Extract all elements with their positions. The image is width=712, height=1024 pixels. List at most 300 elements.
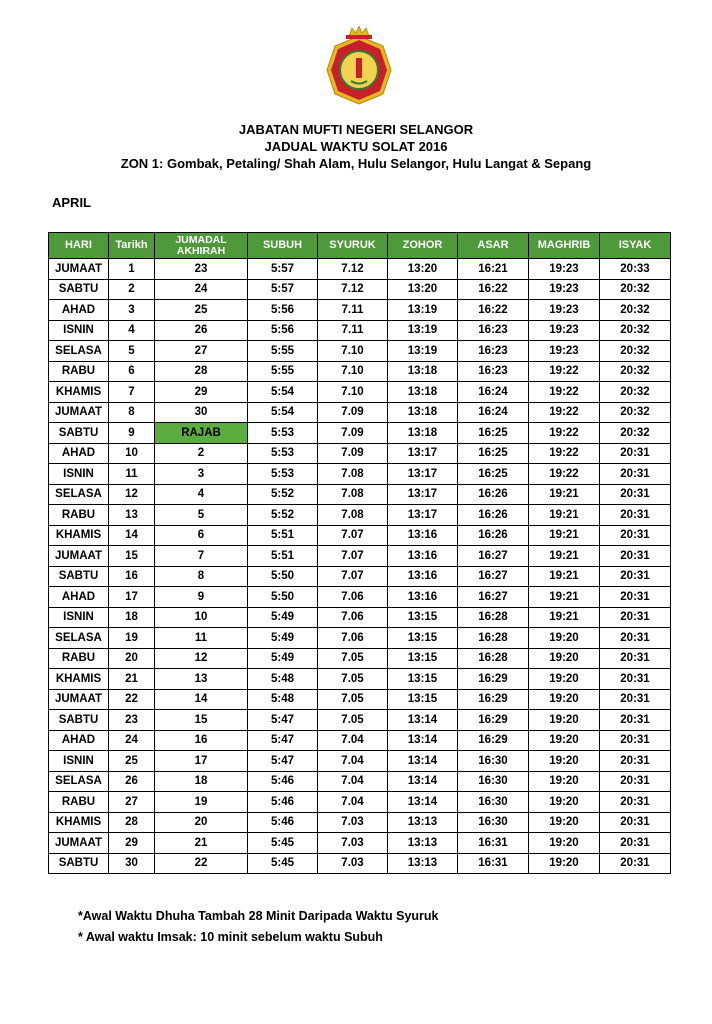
table-row xyxy=(49,443,671,464)
column-header: SYURUK xyxy=(318,233,388,259)
asar-cell: 16:30 xyxy=(458,812,529,833)
date-cell: 16 xyxy=(109,566,155,587)
isyak-cell: 20:31 xyxy=(600,546,671,567)
table-row xyxy=(49,423,671,444)
maghrib-cell: 19:21 xyxy=(529,505,600,526)
maghrib-cell: 19:21 xyxy=(529,484,600,505)
date-cell: 30 xyxy=(109,853,155,874)
syuruk-cell: 7.10 xyxy=(318,382,388,403)
asar-cell: 16:25 xyxy=(458,443,529,464)
syuruk-cell: 7.12 xyxy=(318,279,388,300)
date-cell: 14 xyxy=(109,525,155,546)
document-heading xyxy=(0,121,712,172)
date-cell: 20 xyxy=(109,648,155,669)
isyak-cell: 20:31 xyxy=(600,669,671,690)
day-cell: ISNIN xyxy=(49,320,109,341)
selangor-crest-logo xyxy=(322,26,396,110)
syuruk-cell: 7.07 xyxy=(318,546,388,567)
hijri-date-cell: 19 xyxy=(155,792,248,813)
isyak-cell: 20:32 xyxy=(600,361,671,382)
table-row xyxy=(49,320,671,341)
isyak-cell: 20:31 xyxy=(600,771,671,792)
subuh-cell: 5:53 xyxy=(248,443,318,464)
table-row xyxy=(49,853,671,874)
asar-cell: 16:23 xyxy=(458,341,529,362)
subuh-cell: 5:54 xyxy=(248,382,318,403)
date-cell: 24 xyxy=(109,730,155,751)
maghrib-cell: 19:22 xyxy=(529,464,600,485)
zohor-cell: 13:19 xyxy=(388,320,458,341)
asar-cell: 16:25 xyxy=(458,464,529,485)
table-row xyxy=(49,710,671,731)
subuh-cell: 5:49 xyxy=(248,607,318,628)
table-row xyxy=(49,382,671,403)
zohor-cell: 13:13 xyxy=(388,812,458,833)
hijri-date-cell: 7 xyxy=(155,546,248,567)
isyak-cell: 20:31 xyxy=(600,648,671,669)
table-row xyxy=(49,587,671,608)
asar-cell: 16:26 xyxy=(458,484,529,505)
hijri-date-cell: 5 xyxy=(155,505,248,526)
day-cell: RABU xyxy=(49,792,109,813)
table-row xyxy=(49,525,671,546)
date-cell: 8 xyxy=(109,402,155,423)
day-cell: JUMAAT xyxy=(49,689,109,710)
hijri-date-cell: 11 xyxy=(155,628,248,649)
subuh-cell: 5:51 xyxy=(248,525,318,546)
subuh-cell: 5:57 xyxy=(248,279,318,300)
zohor-cell: 13:15 xyxy=(388,628,458,649)
zohor-cell: 13:13 xyxy=(388,833,458,854)
syuruk-cell: 7.12 xyxy=(318,259,388,280)
day-cell: ISNIN xyxy=(49,607,109,628)
date-cell: 21 xyxy=(109,669,155,690)
day-cell: SABTU xyxy=(49,423,109,444)
asar-cell: 16:24 xyxy=(458,402,529,423)
syuruk-cell: 7.11 xyxy=(318,320,388,341)
table-row xyxy=(49,689,671,710)
maghrib-cell: 19:23 xyxy=(529,320,600,341)
table-row xyxy=(49,464,671,485)
syuruk-cell: 7.03 xyxy=(318,853,388,874)
subuh-cell: 5:55 xyxy=(248,361,318,382)
maghrib-cell: 19:21 xyxy=(529,525,600,546)
date-cell: 12 xyxy=(109,484,155,505)
table-row xyxy=(49,546,671,567)
isyak-cell: 20:31 xyxy=(600,792,671,813)
maghrib-cell: 19:22 xyxy=(529,382,600,403)
zohor-cell: 13:17 xyxy=(388,464,458,485)
hijri-date-cell: 13 xyxy=(155,669,248,690)
asar-cell: 16:28 xyxy=(458,648,529,669)
zohor-cell: 13:18 xyxy=(388,402,458,423)
hijri-date-cell: RAJAB xyxy=(155,423,248,444)
table-row xyxy=(49,812,671,833)
day-cell: ISNIN xyxy=(49,464,109,485)
day-cell: SABTU xyxy=(49,566,109,587)
isyak-cell: 20:31 xyxy=(600,607,671,628)
day-cell: AHAD xyxy=(49,443,109,464)
isyak-cell: 20:31 xyxy=(600,628,671,649)
zohor-cell: 13:15 xyxy=(388,648,458,669)
zohor-cell: 13:18 xyxy=(388,423,458,444)
table-row xyxy=(49,341,671,362)
syuruk-cell: 7.08 xyxy=(318,505,388,526)
day-cell: SABTU xyxy=(49,279,109,300)
maghrib-cell: 19:20 xyxy=(529,812,600,833)
date-cell: 5 xyxy=(109,341,155,362)
day-cell: KHAMIS xyxy=(49,669,109,690)
day-cell: AHAD xyxy=(49,587,109,608)
syuruk-cell: 7.07 xyxy=(318,566,388,587)
asar-cell: 16:30 xyxy=(458,751,529,772)
subuh-cell: 5:45 xyxy=(248,833,318,854)
day-cell: AHAD xyxy=(49,730,109,751)
syuruk-cell: 7.06 xyxy=(318,607,388,628)
day-cell: SELASA xyxy=(49,341,109,362)
isyak-cell: 20:32 xyxy=(600,382,671,403)
hijri-date-cell: 29 xyxy=(155,382,248,403)
maghrib-cell: 19:22 xyxy=(529,402,600,423)
asar-cell: 16:24 xyxy=(458,382,529,403)
date-cell: 4 xyxy=(109,320,155,341)
hijri-date-cell: 12 xyxy=(155,648,248,669)
isyak-cell: 20:31 xyxy=(600,484,671,505)
subuh-cell: 5:52 xyxy=(248,505,318,526)
hijri-date-cell: 15 xyxy=(155,710,248,731)
column-header: ISYAK xyxy=(600,233,671,259)
date-cell: 28 xyxy=(109,812,155,833)
table-row xyxy=(49,648,671,669)
isyak-cell: 20:31 xyxy=(600,689,671,710)
subuh-cell: 5:48 xyxy=(248,689,318,710)
hijri-date-cell: 18 xyxy=(155,771,248,792)
maghrib-cell: 19:21 xyxy=(529,587,600,608)
asar-cell: 16:31 xyxy=(458,853,529,874)
syuruk-cell: 7.10 xyxy=(318,361,388,382)
asar-cell: 16:22 xyxy=(458,300,529,321)
asar-cell: 16:27 xyxy=(458,546,529,567)
maghrib-cell: 19:22 xyxy=(529,361,600,382)
zohor-cell: 13:20 xyxy=(388,279,458,300)
day-cell: JUMAAT xyxy=(49,259,109,280)
maghrib-cell: 19:20 xyxy=(529,792,600,813)
table-row xyxy=(49,566,671,587)
date-cell: 7 xyxy=(109,382,155,403)
subuh-cell: 5:56 xyxy=(248,300,318,321)
subuh-cell: 5:49 xyxy=(248,628,318,649)
subuh-cell: 5:46 xyxy=(248,792,318,813)
maghrib-cell: 19:20 xyxy=(529,648,600,669)
date-cell: 1 xyxy=(109,259,155,280)
day-cell: KHAMIS xyxy=(49,382,109,403)
maghrib-cell: 19:20 xyxy=(529,730,600,751)
table-row xyxy=(49,402,671,423)
hijri-date-cell: 28 xyxy=(155,361,248,382)
syuruk-cell: 7.06 xyxy=(318,628,388,649)
syuruk-cell: 7.05 xyxy=(318,648,388,669)
zohor-cell: 13:14 xyxy=(388,710,458,731)
zohor-cell: 13:17 xyxy=(388,484,458,505)
column-header: SUBUH xyxy=(248,233,318,259)
date-cell: 22 xyxy=(109,689,155,710)
isyak-cell: 20:32 xyxy=(600,300,671,321)
isyak-cell: 20:31 xyxy=(600,525,671,546)
date-cell: 13 xyxy=(109,505,155,526)
asar-cell: 16:30 xyxy=(458,771,529,792)
syuruk-cell: 7.05 xyxy=(318,689,388,710)
subuh-cell: 5:47 xyxy=(248,730,318,751)
maghrib-cell: 19:20 xyxy=(529,751,600,772)
hijri-date-cell: 22 xyxy=(155,853,248,874)
column-header: Tarikh xyxy=(109,233,155,259)
column-header: MAGHRIB xyxy=(529,233,600,259)
isyak-cell: 20:31 xyxy=(600,853,671,874)
isyak-cell: 20:33 xyxy=(600,259,671,280)
day-cell: RABU xyxy=(49,505,109,526)
asar-cell: 16:29 xyxy=(458,730,529,751)
asar-cell: 16:29 xyxy=(458,689,529,710)
date-cell: 18 xyxy=(109,607,155,628)
date-cell: 17 xyxy=(109,587,155,608)
day-cell: SELASA xyxy=(49,628,109,649)
day-cell: KHAMIS xyxy=(49,812,109,833)
isyak-cell: 20:32 xyxy=(600,320,671,341)
isyak-cell: 20:31 xyxy=(600,730,671,751)
zohor-cell: 13:14 xyxy=(388,730,458,751)
isyak-cell: 20:32 xyxy=(600,279,671,300)
subuh-cell: 5:53 xyxy=(248,464,318,485)
table-row xyxy=(49,484,671,505)
day-cell: KHAMIS xyxy=(49,525,109,546)
syuruk-cell: 7.04 xyxy=(318,771,388,792)
day-cell: JUMAAT xyxy=(49,546,109,567)
syuruk-cell: 7.04 xyxy=(318,792,388,813)
zohor-cell: 13:14 xyxy=(388,751,458,772)
isyak-cell: 20:31 xyxy=(600,833,671,854)
department-name: JABATAN MUFTI NEGERI SELANGOR xyxy=(238,122,474,137)
subuh-cell: 5:57 xyxy=(248,259,318,280)
hijri-date-cell: 16 xyxy=(155,730,248,751)
subuh-cell: 5:46 xyxy=(248,812,318,833)
day-cell: RABU xyxy=(49,648,109,669)
maghrib-cell: 19:20 xyxy=(529,833,600,854)
asar-cell: 16:27 xyxy=(458,566,529,587)
subuh-cell: 5:51 xyxy=(248,546,318,567)
table-row xyxy=(49,300,671,321)
hijri-date-cell: 25 xyxy=(155,300,248,321)
isyak-cell: 20:31 xyxy=(600,812,671,833)
subuh-cell: 5:55 xyxy=(248,341,318,362)
table-row xyxy=(49,792,671,813)
table-body xyxy=(49,259,671,874)
maghrib-cell: 19:23 xyxy=(529,259,600,280)
syuruk-cell: 7.11 xyxy=(318,300,388,321)
asar-cell: 16:27 xyxy=(458,587,529,608)
month-label: APRIL xyxy=(52,195,91,210)
table-row xyxy=(49,279,671,300)
date-cell: 19 xyxy=(109,628,155,649)
zohor-cell: 13:15 xyxy=(388,607,458,628)
date-cell: 25 xyxy=(109,751,155,772)
maghrib-cell: 19:21 xyxy=(529,566,600,587)
subuh-cell: 5:52 xyxy=(248,484,318,505)
subuh-cell: 5:54 xyxy=(248,402,318,423)
prayer-times-table xyxy=(48,232,671,874)
date-cell: 27 xyxy=(109,792,155,813)
maghrib-cell: 19:20 xyxy=(529,628,600,649)
syuruk-cell: 7.10 xyxy=(318,341,388,362)
asar-cell: 16:22 xyxy=(458,279,529,300)
asar-cell: 16:28 xyxy=(458,628,529,649)
isyak-cell: 20:32 xyxy=(600,423,671,444)
table-row xyxy=(49,505,671,526)
zohor-cell: 13:16 xyxy=(388,525,458,546)
subuh-cell: 5:50 xyxy=(248,587,318,608)
asar-cell: 16:23 xyxy=(458,361,529,382)
isyak-cell: 20:31 xyxy=(600,587,671,608)
asar-cell: 16:25 xyxy=(458,423,529,444)
footnote-imsak: * Awal waktu Imsak: 10 minit sebelum waktu Subuh xyxy=(78,930,383,944)
subuh-cell: 5:47 xyxy=(248,710,318,731)
table-header-row xyxy=(49,233,671,259)
zone-description: ZON 1: Gombak, Petaling/ Shah Alam, Hulu Selangor, Hulu Langat & Sepang xyxy=(120,156,592,171)
zohor-cell: 13:14 xyxy=(388,792,458,813)
isyak-cell: 20:32 xyxy=(600,402,671,423)
zohor-cell: 13:17 xyxy=(388,443,458,464)
maghrib-cell: 19:23 xyxy=(529,300,600,321)
hijri-date-cell: 20 xyxy=(155,812,248,833)
date-cell: 6 xyxy=(109,361,155,382)
column-header: JUMADAL AKHIRAH xyxy=(155,233,248,259)
day-cell: JUMAAT xyxy=(49,833,109,854)
asar-cell: 16:21 xyxy=(458,259,529,280)
syuruk-cell: 7.09 xyxy=(318,402,388,423)
hijri-date-cell: 23 xyxy=(155,259,248,280)
day-cell: RABU xyxy=(49,361,109,382)
hijri-date-cell: 6 xyxy=(155,525,248,546)
zohor-cell: 13:15 xyxy=(388,689,458,710)
footnotes xyxy=(78,906,438,948)
zohor-cell: 13:16 xyxy=(388,546,458,567)
date-cell: 10 xyxy=(109,443,155,464)
asar-cell: 16:23 xyxy=(458,320,529,341)
syuruk-cell: 7.05 xyxy=(318,669,388,690)
syuruk-cell: 7.09 xyxy=(318,443,388,464)
hijri-date-cell: 2 xyxy=(155,443,248,464)
hijri-date-cell: 14 xyxy=(155,689,248,710)
hijri-date-cell: 30 xyxy=(155,402,248,423)
day-cell: JUMAAT xyxy=(49,402,109,423)
hijri-date-cell: 3 xyxy=(155,464,248,485)
column-header: ASAR xyxy=(458,233,529,259)
isyak-cell: 20:31 xyxy=(600,505,671,526)
footnote-dhuha: *Awal Waktu Dhuha Tambah 28 Minit Daripada Waktu Syuruk xyxy=(78,909,439,923)
date-cell: 2 xyxy=(109,279,155,300)
maghrib-cell: 19:22 xyxy=(529,443,600,464)
isyak-cell: 20:32 xyxy=(600,341,671,362)
zohor-cell: 13:18 xyxy=(388,382,458,403)
syuruk-cell: 7.03 xyxy=(318,812,388,833)
table-row xyxy=(49,771,671,792)
table-row xyxy=(49,730,671,751)
zohor-cell: 13:18 xyxy=(388,361,458,382)
day-cell: AHAD xyxy=(49,300,109,321)
date-cell: 15 xyxy=(109,546,155,567)
column-header: HARI xyxy=(49,233,109,259)
date-cell: 23 xyxy=(109,710,155,731)
syuruk-cell: 7.04 xyxy=(318,730,388,751)
date-cell: 9 xyxy=(109,423,155,444)
syuruk-cell: 7.08 xyxy=(318,464,388,485)
asar-cell: 16:26 xyxy=(458,505,529,526)
isyak-cell: 20:31 xyxy=(600,443,671,464)
isyak-cell: 20:31 xyxy=(600,751,671,772)
syuruk-cell: 7.03 xyxy=(318,833,388,854)
subuh-cell: 5:46 xyxy=(248,771,318,792)
syuruk-cell: 7.07 xyxy=(318,525,388,546)
hijri-date-cell: 24 xyxy=(155,279,248,300)
zohor-cell: 13:15 xyxy=(388,669,458,690)
syuruk-cell: 7.06 xyxy=(318,587,388,608)
hijri-date-cell: 8 xyxy=(155,566,248,587)
zohor-cell: 13:16 xyxy=(388,566,458,587)
subuh-cell: 5:49 xyxy=(248,648,318,669)
day-cell: SELASA xyxy=(49,771,109,792)
table-row xyxy=(49,361,671,382)
syuruk-cell: 7.04 xyxy=(318,751,388,772)
asar-cell: 16:26 xyxy=(458,525,529,546)
asar-cell: 16:29 xyxy=(458,710,529,731)
table-row xyxy=(49,607,671,628)
day-cell: SABTU xyxy=(49,710,109,731)
hijri-date-cell: 27 xyxy=(155,341,248,362)
isyak-cell: 20:31 xyxy=(600,710,671,731)
table-row xyxy=(49,833,671,854)
day-cell: SABTU xyxy=(49,853,109,874)
maghrib-cell: 19:20 xyxy=(529,710,600,731)
isyak-cell: 20:31 xyxy=(600,464,671,485)
table-row xyxy=(49,669,671,690)
hijri-date-cell: 9 xyxy=(155,587,248,608)
subuh-cell: 5:56 xyxy=(248,320,318,341)
date-cell: 3 xyxy=(109,300,155,321)
maghrib-cell: 19:21 xyxy=(529,546,600,567)
isyak-cell: 20:31 xyxy=(600,566,671,587)
maghrib-cell: 19:21 xyxy=(529,607,600,628)
maghrib-cell: 19:20 xyxy=(529,771,600,792)
subuh-cell: 5:47 xyxy=(248,751,318,772)
subuh-cell: 5:48 xyxy=(248,669,318,690)
zohor-cell: 13:16 xyxy=(388,587,458,608)
syuruk-cell: 7.09 xyxy=(318,423,388,444)
zohor-cell: 13:14 xyxy=(388,771,458,792)
date-cell: 11 xyxy=(109,464,155,485)
asar-cell: 16:31 xyxy=(458,833,529,854)
subuh-cell: 5:45 xyxy=(248,853,318,874)
maghrib-cell: 19:23 xyxy=(529,341,600,362)
maghrib-cell: 19:22 xyxy=(529,423,600,444)
zohor-cell: 13:17 xyxy=(388,505,458,526)
syuruk-cell: 7.05 xyxy=(318,710,388,731)
zohor-cell: 13:19 xyxy=(388,341,458,362)
zohor-cell: 13:13 xyxy=(388,853,458,874)
zohor-cell: 13:19 xyxy=(388,300,458,321)
maghrib-cell: 19:20 xyxy=(529,853,600,874)
column-header: ZOHOR xyxy=(388,233,458,259)
subuh-cell: 5:50 xyxy=(248,566,318,587)
hijri-date-cell: 4 xyxy=(155,484,248,505)
